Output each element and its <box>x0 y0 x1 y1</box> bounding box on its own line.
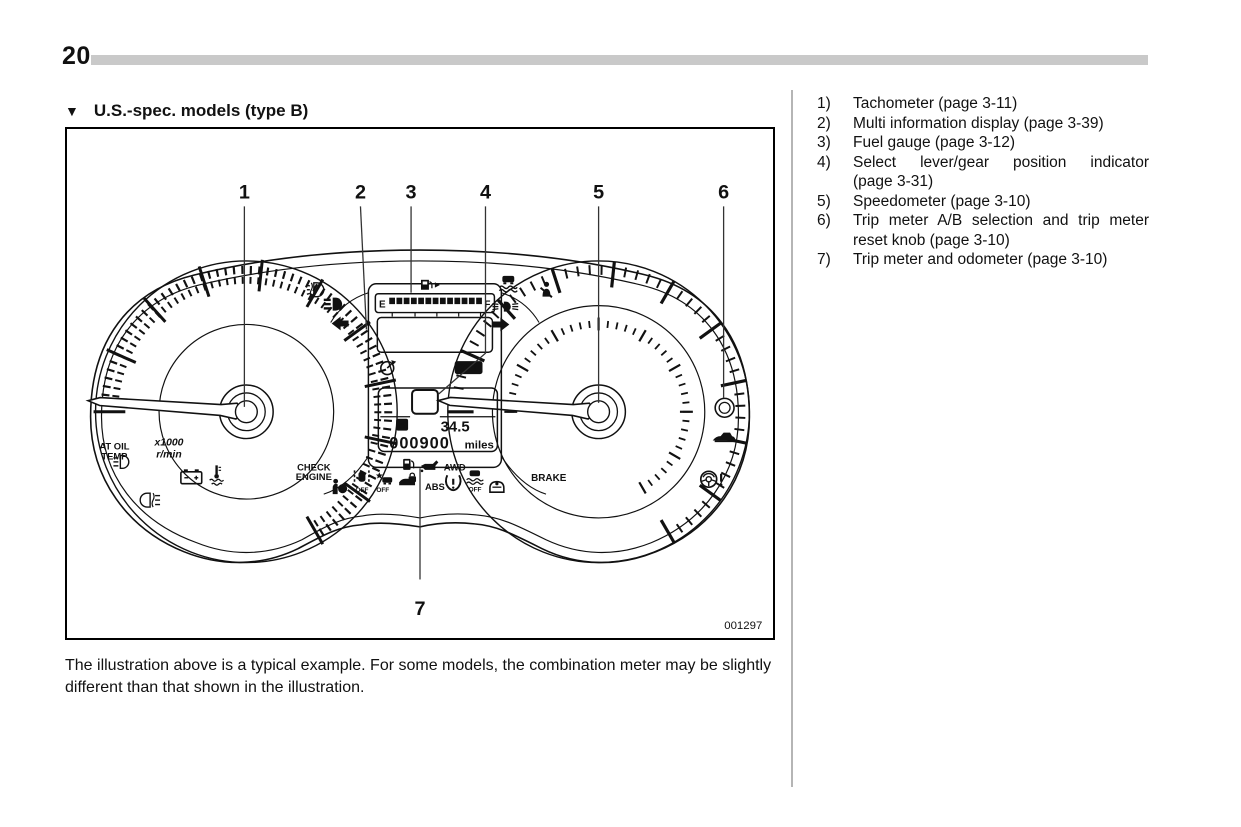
legend-item-text: Speedometer (page 3-10) <box>853 192 1031 210</box>
trip-reset-knob[interactable] <box>715 398 734 417</box>
legend-item-number: 7) <box>817 251 831 268</box>
tachometer-needle <box>87 393 244 420</box>
legend-item-text-2: (page 3-31) <box>853 173 934 190</box>
cruise-control-icon <box>381 360 396 374</box>
vehicle-front-icon <box>490 482 504 492</box>
security-indicator-icon <box>399 473 416 485</box>
trip-a-badge: A <box>398 420 406 431</box>
callout-3: 3 <box>405 181 417 204</box>
page-number: 20 <box>62 42 91 70</box>
high-beam-icon <box>324 298 342 311</box>
legend-item-trip-meter-odometer <box>817 250 1149 270</box>
section-heading <box>65 101 308 121</box>
triangle-marker-icon: ▼ <box>65 103 79 119</box>
lights-on-icon <box>492 302 518 312</box>
check-engine-label-2: ENGINE <box>295 471 332 483</box>
center-display-panel <box>368 280 501 468</box>
legend-item-number: 4) <box>817 153 831 171</box>
legend-item-text: Multi information display (page 3-39) <box>853 114 1104 132</box>
legend-item-number: 3) <box>817 134 831 151</box>
callout-1: 1 <box>238 181 250 204</box>
legend-item-number: 1) <box>817 95 831 112</box>
legend-item-text: Select lever/gear position indicator <box>853 153 1149 171</box>
legend-item-trip-reset-knob <box>817 211 1149 250</box>
at-oil-temp-label: AT OIL <box>99 440 130 452</box>
check-engine-label: CHECK <box>297 461 331 473</box>
cluster-diagram <box>67 129 773 638</box>
awd-indicator-label: AWD <box>443 461 466 473</box>
fuel-level-segments <box>389 298 482 304</box>
callout-4: 4 <box>479 181 492 204</box>
legend-item-gear-position-indicator <box>817 153 1149 192</box>
legend-item-speedometer <box>817 192 1149 212</box>
callout-6: 6 <box>718 181 730 204</box>
header-rule <box>91 55 1148 65</box>
legend-item-tachometer <box>817 94 1149 114</box>
vdc-indicator-icon <box>499 276 517 292</box>
rear-fog-light-icon <box>140 493 160 507</box>
traction-control-off-icon <box>467 470 484 493</box>
legend-item-fuel-gauge <box>817 133 1149 153</box>
tpms-warning-icon <box>446 475 461 490</box>
speedometer-hub <box>588 401 610 423</box>
legend-item-text-2: reset knob (page 3-10) <box>853 231 1010 249</box>
set-label: SET <box>459 363 479 374</box>
legend-item-text: Trip meter A/B selection and trip meter <box>853 212 1149 229</box>
legend-list <box>817 94 1149 270</box>
fuel-full-label: F <box>484 299 491 311</box>
odometer-unit: miles <box>464 439 494 452</box>
seatbelt-warning-icon <box>541 282 552 297</box>
turn-left-indicator-icon <box>332 317 349 331</box>
callout-5: 5 <box>593 181 605 204</box>
pre-collision-off-icon <box>376 472 392 494</box>
battery-warning-icon <box>181 469 202 483</box>
tachometer-unit-label: x1000 <box>154 437 184 449</box>
brake-label: BRAKE <box>531 473 567 485</box>
legend-item-number: 6) <box>817 212 831 229</box>
figure-caption: The illustration above is a typical example. For some models, the combination meter may be slightly different than that shown in the illustration. <box>65 657 772 696</box>
combination-meter-figure <box>65 127 775 640</box>
at-oil-temp-label-2: TEMP <box>101 450 128 462</box>
legend-item-number: 5) <box>817 192 831 210</box>
airbag-warning-icon <box>333 479 347 494</box>
low-fuel-icon <box>403 459 414 470</box>
car-door-open-icon <box>713 433 736 443</box>
oil-pressure-warning-icon <box>421 460 439 472</box>
legend-item-number: 2) <box>817 114 831 132</box>
trip-meter-value: 34.5 <box>440 419 470 436</box>
speedometer-needle <box>438 393 597 420</box>
tachometer-hub <box>235 401 257 423</box>
callout-2: 2 <box>354 181 366 204</box>
fuel-gauge <box>375 280 494 317</box>
gear-position-indicator <box>412 390 438 414</box>
pre-collision-off-label: OFF <box>376 487 390 495</box>
callout-7: 7 <box>414 598 426 621</box>
coolant-temperature-icon <box>210 465 224 485</box>
legend-item-text: Fuel gauge (page 3-12) <box>853 134 1016 151</box>
traction-off-label: OFF <box>468 486 482 494</box>
column-divider <box>791 90 793 787</box>
abs-warning-label: ABS <box>424 481 445 493</box>
multi-information-display <box>377 318 492 353</box>
fuel-pump-icon <box>421 280 440 290</box>
fuel-empty-label: E <box>378 299 386 311</box>
tachometer-unit-label-2: r/min <box>156 449 182 461</box>
odometer-value: 000900 <box>389 434 450 453</box>
legend-item-text: Tachometer (page 3-11) <box>853 95 1018 112</box>
legend-item-text: Trip meter and odometer (page 3-10) <box>853 251 1108 268</box>
section-heading-text: U.S.-spec. models (type B) <box>93 101 309 120</box>
turn-right-indicator-icon <box>492 318 509 332</box>
lane-departure-off-label: OFF <box>355 487 369 495</box>
figure-code: 001297 <box>724 620 763 633</box>
lane-departure-off-icon <box>355 470 369 494</box>
legend-item-multi-information-display <box>817 114 1149 134</box>
